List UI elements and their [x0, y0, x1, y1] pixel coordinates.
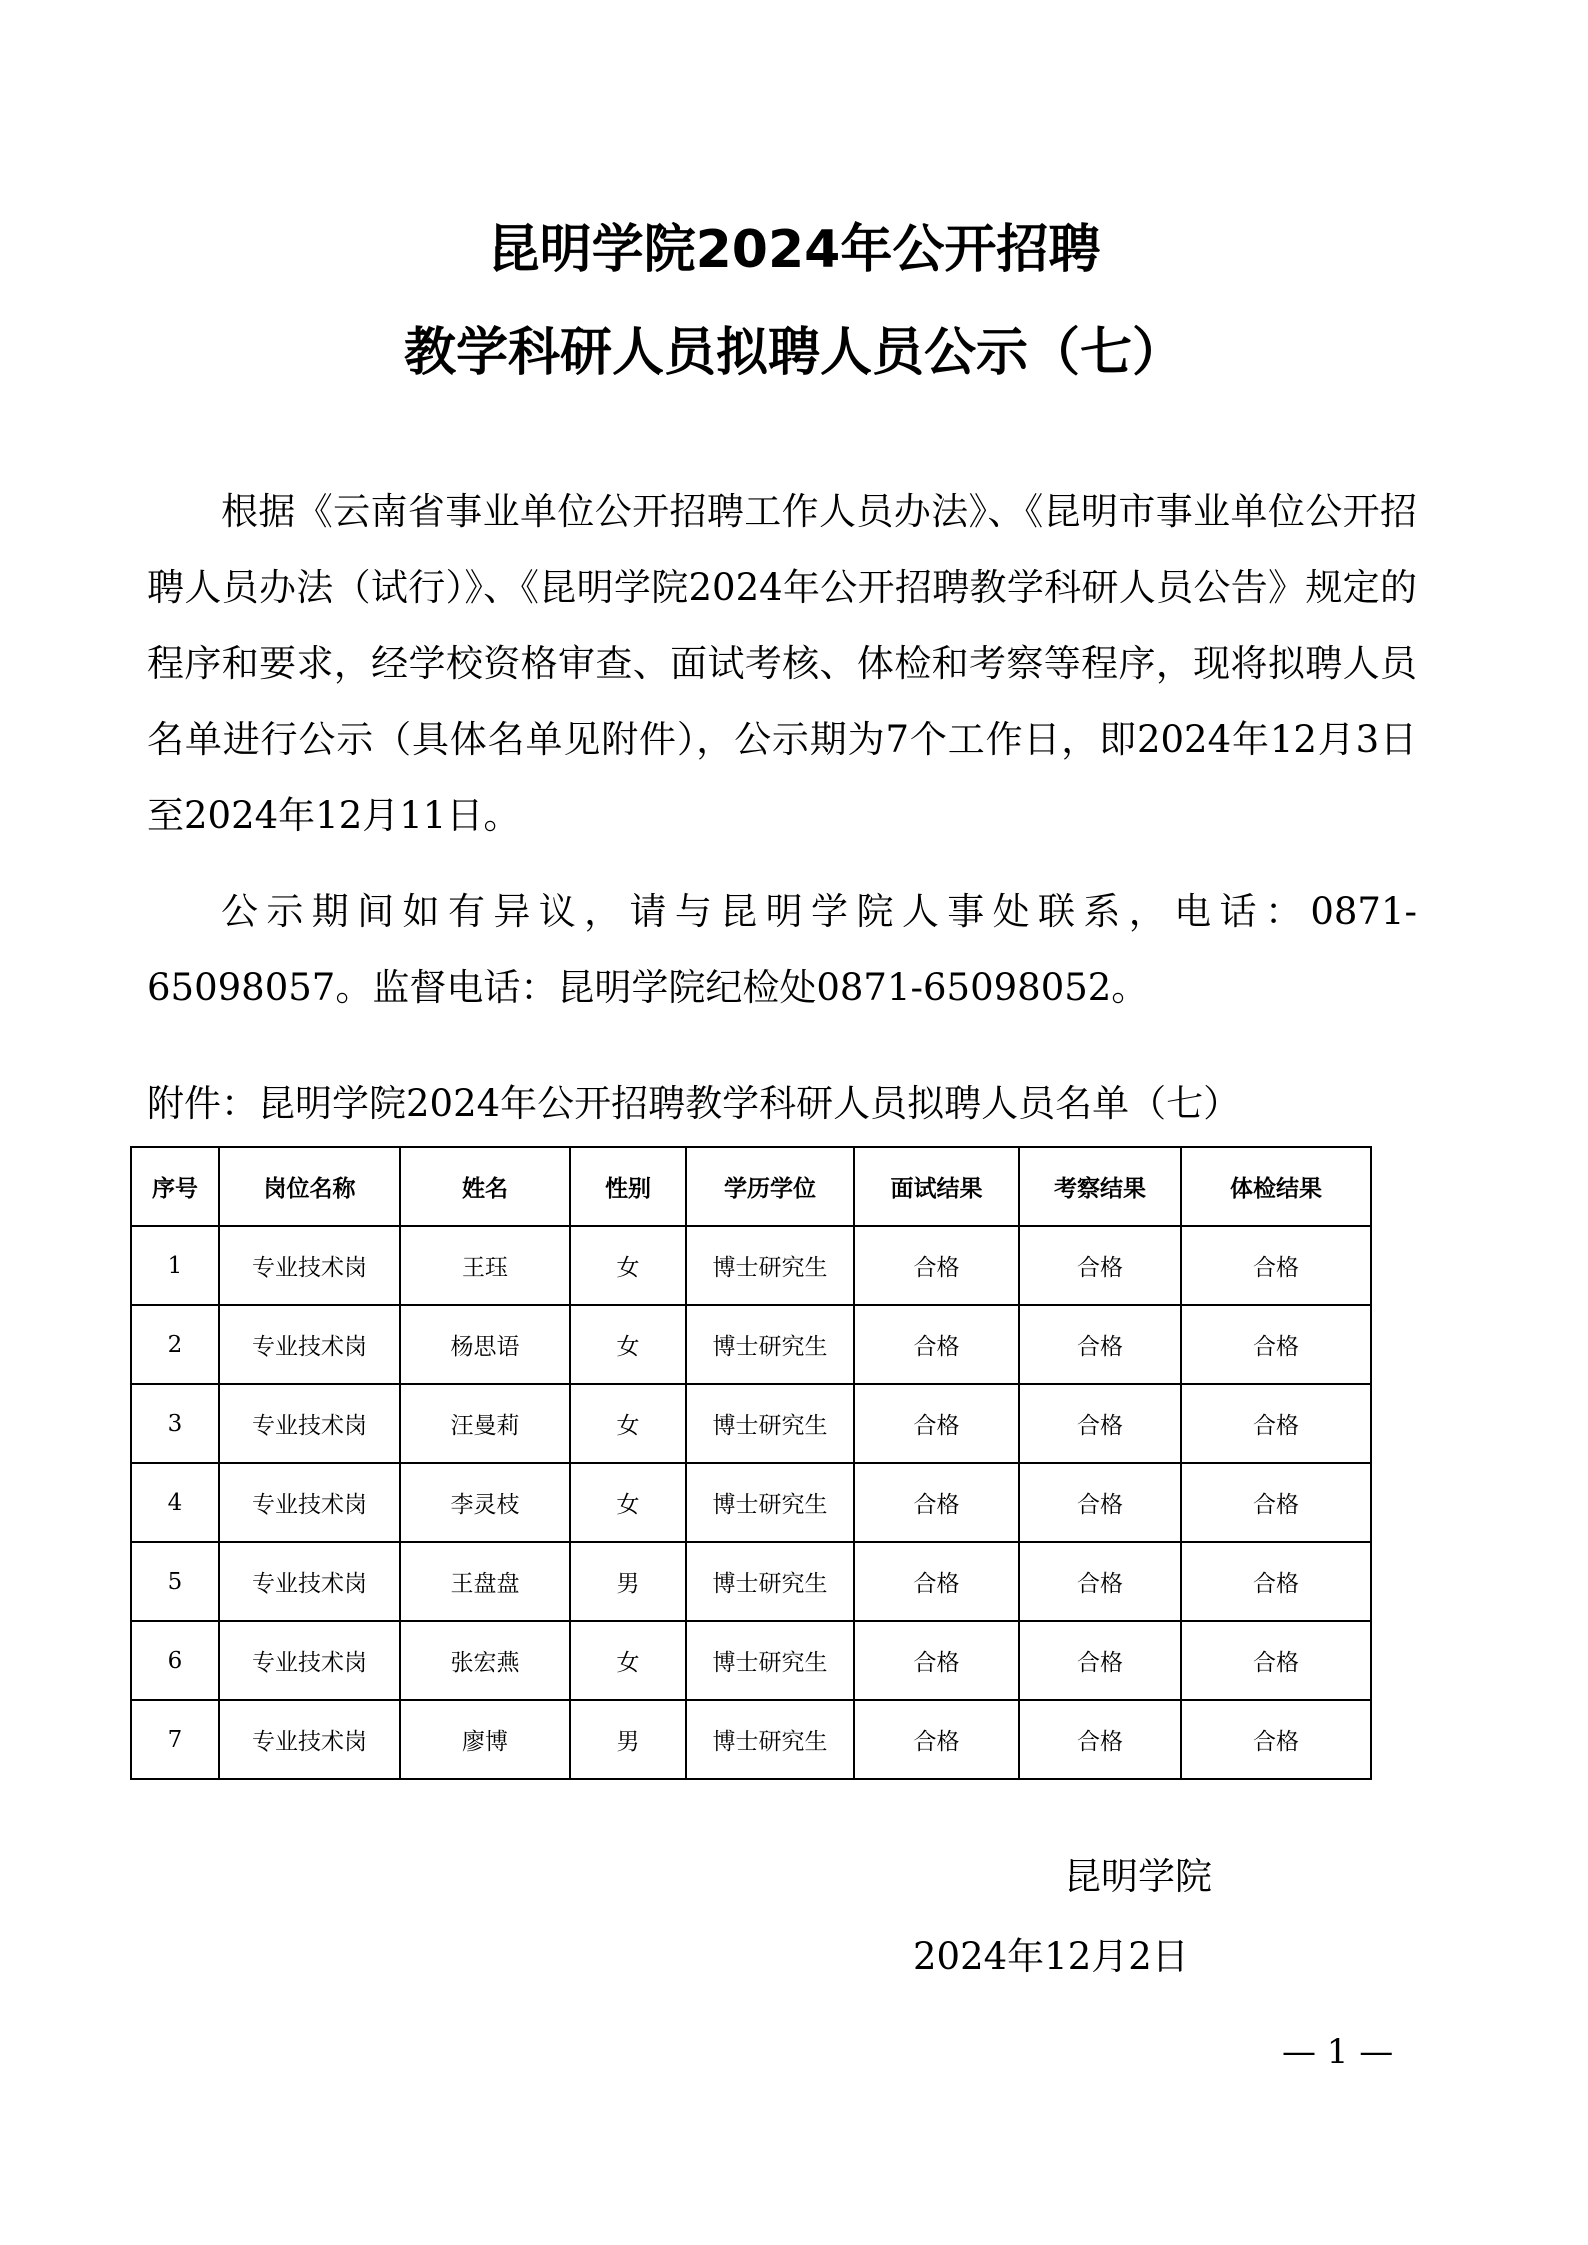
cell-inspection-result: 合格 — [1019, 1621, 1181, 1700]
table-row — [131, 1226, 1371, 1305]
table-row — [131, 1384, 1371, 1463]
cell-education: 博士研究生 — [686, 1463, 854, 1542]
cell-interview-result: 合格 — [854, 1463, 1019, 1542]
signature-organization: 昆明学院 — [1064, 1855, 1212, 1898]
paragraph-contact: 公示期间如有异议，请与昆明学院人事处联系，电话：0871-65098057。监督电话：昆明学院纪检处0871-65098052。 — [147, 890, 1417, 1009]
page-number: — 1 — — [1282, 2032, 1394, 2072]
cell-interview-result: 合格 — [854, 1305, 1019, 1384]
cell-name: 王珏 — [400, 1226, 570, 1305]
cell-index: 3 — [131, 1384, 219, 1463]
header-index: 序号 — [131, 1147, 219, 1226]
table-header-row — [131, 1147, 1371, 1226]
cell-medical-result: 合格 — [1181, 1542, 1371, 1621]
cell-interview-result: 合格 — [854, 1621, 1019, 1700]
cell-inspection-result: 合格 — [1019, 1305, 1181, 1384]
table-row — [131, 1542, 1371, 1621]
cell-name: 杨思语 — [400, 1305, 570, 1384]
cell-name: 李灵枝 — [400, 1463, 570, 1542]
header-education: 学历学位 — [686, 1147, 854, 1226]
cell-position: 专业技术岗 — [219, 1226, 400, 1305]
header-gender: 性别 — [570, 1147, 686, 1226]
cell-gender: 女 — [570, 1305, 686, 1384]
cell-medical-result: 合格 — [1181, 1621, 1371, 1700]
cell-medical-result: 合格 — [1181, 1305, 1371, 1384]
signature-date: 2024年12月2日 — [913, 1935, 1189, 1978]
cell-index: 4 — [131, 1463, 219, 1542]
cell-gender: 女 — [570, 1463, 686, 1542]
paragraph-basis: 根据《云南省事业单位公开招聘工作人员办法》、《昆明市事业单位公开招聘人员办法（试行）》、《昆明学院2024年公开招聘教学科研人员公告》规定的程序和要求，经学校资格审查、面试考核、体检和考察等程序，现将拟聘人员名单进行公示（具体名单见附件），公示期为7个工作日，即2024年12月3日至2024年12月11日。 — [147, 490, 1417, 837]
table-row — [131, 1305, 1371, 1384]
cell-interview-result: 合格 — [854, 1542, 1019, 1621]
cell-inspection-result: 合格 — [1019, 1542, 1181, 1621]
header-medical-result: 体检结果 — [1181, 1147, 1371, 1226]
cell-position: 专业技术岗 — [219, 1621, 400, 1700]
cell-medical-result: 合格 — [1181, 1463, 1371, 1542]
cell-position: 专业技术岗 — [219, 1463, 400, 1542]
cell-gender: 男 — [570, 1700, 686, 1779]
cell-inspection-result: 合格 — [1019, 1463, 1181, 1542]
cell-interview-result: 合格 — [854, 1384, 1019, 1463]
table-row — [131, 1621, 1371, 1700]
table-row — [131, 1700, 1371, 1779]
cell-name: 汪曼莉 — [400, 1384, 570, 1463]
cell-position: 专业技术岗 — [219, 1384, 400, 1463]
header-name: 姓名 — [400, 1147, 570, 1226]
cell-index: 6 — [131, 1621, 219, 1700]
cell-education: 博士研究生 — [686, 1700, 854, 1779]
document-title-line-1: 昆明学院2024年公开招聘 — [487, 220, 1101, 280]
cell-medical-result: 合格 — [1181, 1700, 1371, 1779]
cell-position: 专业技术岗 — [219, 1305, 400, 1384]
cell-medical-result: 合格 — [1181, 1226, 1371, 1305]
cell-position: 专业技术岗 — [219, 1542, 400, 1621]
cell-gender: 男 — [570, 1542, 686, 1621]
cell-education: 博士研究生 — [686, 1542, 854, 1621]
cell-gender: 女 — [570, 1384, 686, 1463]
cell-name: 廖博 — [400, 1700, 570, 1779]
cell-inspection-result: 合格 — [1019, 1700, 1181, 1779]
cell-interview-result: 合格 — [854, 1226, 1019, 1305]
cell-index: 1 — [131, 1226, 219, 1305]
header-inspection-result: 考察结果 — [1019, 1147, 1181, 1226]
cell-education: 博士研究生 — [686, 1305, 854, 1384]
cell-index: 7 — [131, 1700, 219, 1779]
cell-gender: 女 — [570, 1621, 686, 1700]
cell-inspection-result: 合格 — [1019, 1384, 1181, 1463]
cell-position: 专业技术岗 — [219, 1700, 400, 1779]
cell-education: 博士研究生 — [686, 1621, 854, 1700]
header-interview-result: 面试结果 — [854, 1147, 1019, 1226]
attachment-title: 附件：昆明学院2024年公开招聘教学科研人员拟聘人员名单（七） — [147, 1082, 1241, 1125]
document-title-line-2: 教学科研人员拟聘人员公示（七） — [403, 323, 1184, 383]
cell-index: 2 — [131, 1305, 219, 1384]
cell-education: 博士研究生 — [686, 1226, 854, 1305]
cell-medical-result: 合格 — [1181, 1384, 1371, 1463]
cell-inspection-result: 合格 — [1019, 1226, 1181, 1305]
cell-index: 5 — [131, 1542, 219, 1621]
candidate-table — [130, 1146, 1372, 1780]
contact-section — [147, 874, 1417, 1026]
cell-education: 博士研究生 — [686, 1384, 854, 1463]
cell-name: 张宏燕 — [400, 1621, 570, 1700]
cell-interview-result: 合格 — [854, 1700, 1019, 1779]
announcement-body — [147, 474, 1417, 854]
table-row — [131, 1463, 1371, 1542]
header-position: 岗位名称 — [219, 1147, 400, 1226]
cell-name: 王盘盘 — [400, 1542, 570, 1621]
cell-gender: 女 — [570, 1226, 686, 1305]
